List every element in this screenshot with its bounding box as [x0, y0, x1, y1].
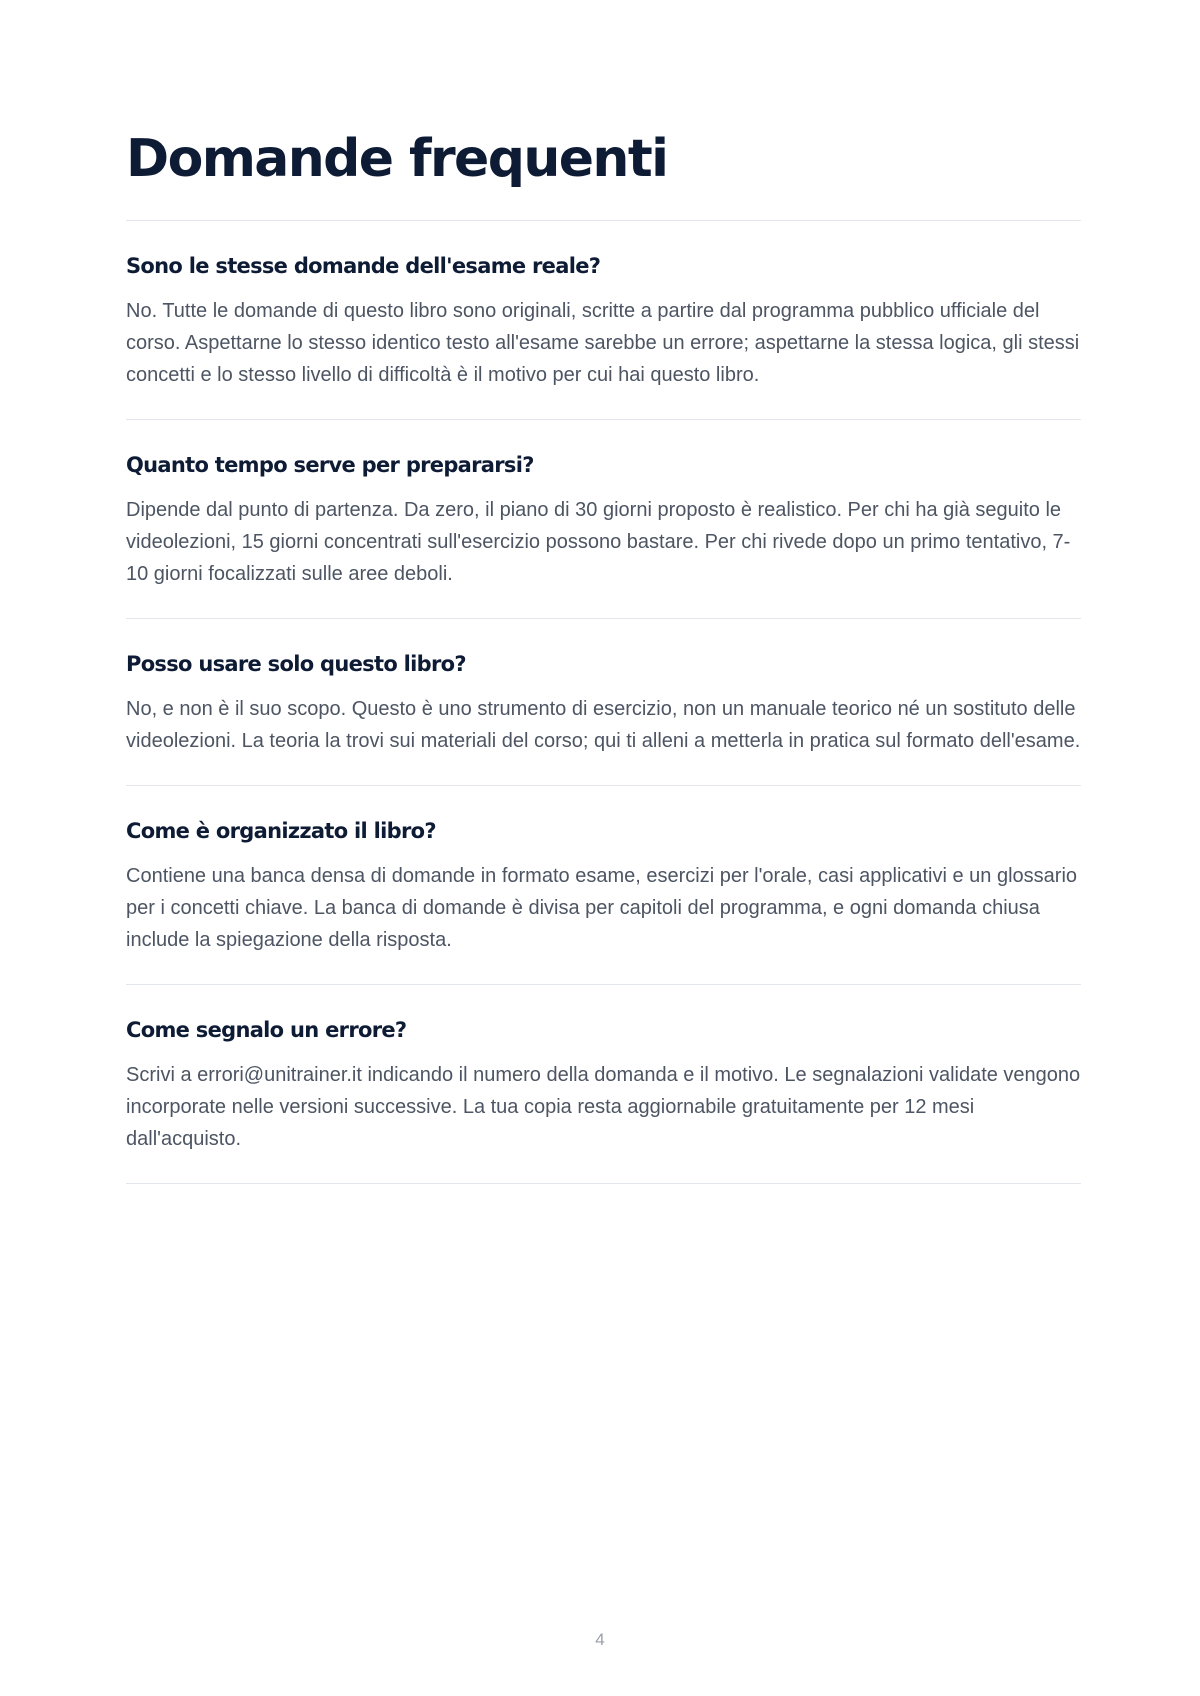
faq-question: Sono le stesse domande dell'esame reale? — [126, 254, 601, 278]
faq-item — [126, 786, 1081, 985]
faq-answer: Dipende dal punto di partenza. Da zero, il piano di 30 giorni proposto è realistico. Per chi ha già seguito le videolezioni, 15 giorni concentrati sull'esercizio possono bastare. Per chi rivede dopo un primo tentativo, 7-10 giorni focalizzati sulle aree deboli. — [126, 499, 1071, 585]
faq-question: Come segnalo un errore? — [126, 1018, 407, 1042]
faq-question: Come è organizzato il libro? — [126, 819, 436, 843]
faq-item — [126, 420, 1081, 619]
faq-answer: No. Tutte le domande di questo libro sono originali, scritte a partire dal programma pubblico ufficiale del corso. Aspettarne lo stesso identico testo all'esame sarebbe un errore; aspettarne la stessa logica, gli stessi concetti e lo stesso livello di difficoltà è il motivo per cui hai questo libro. — [126, 300, 1080, 386]
page-content — [126, 120, 1081, 1184]
faq-question: Quanto tempo serve per prepararsi? — [126, 453, 534, 477]
faq-answer: Contiene una banca densa di domande in formato esame, esercizi per l'orale, casi applicativi e un glossario per i concetti chiave. La banca di domande è divisa per capitoli del programma, e ogni domanda chiusa include la spiegazione della risposta. — [126, 865, 1078, 951]
faq-answer: Scrivi a errori@unitrainer.it indicando il numero della domanda e il motivo. Le segnalazioni validate vengono incorporate nelle versioni successive. La tua copia resta aggiornabile gratuitamente per 12 mesi dall'acquisto. — [126, 1064, 1081, 1150]
faq-question: Posso usare solo questo libro? — [126, 652, 466, 676]
faq-item — [126, 985, 1081, 1184]
faq-item — [126, 619, 1081, 786]
page-number: 4 — [595, 1630, 605, 1649]
faq-item — [126, 221, 1081, 420]
faq-answer: No, e non è il suo scopo. Questo è uno strumento di esercizio, non un manuale teorico né un sostituto delle videolezioni. La teoria la trovi sui materiali del corso; qui ti alleni a metterla in pratica sul formato dell'esame. — [126, 698, 1081, 752]
page-title: Domande frequenti — [126, 129, 668, 189]
